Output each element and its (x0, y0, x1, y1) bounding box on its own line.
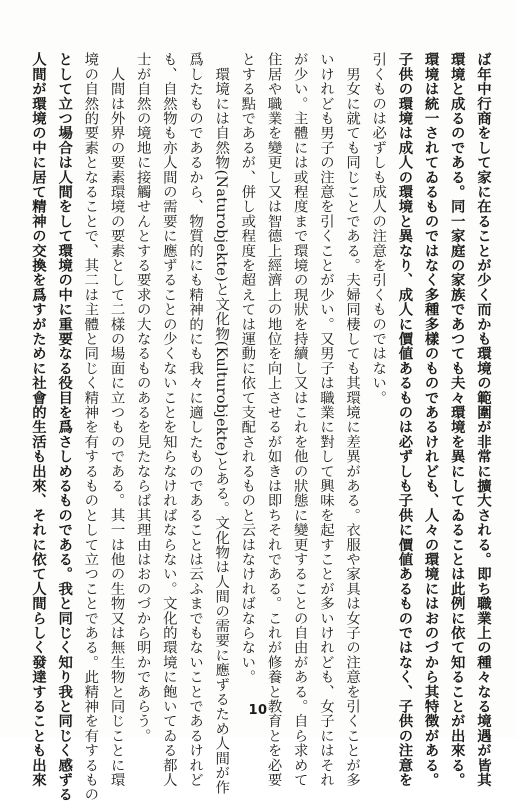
text-column-10: とする點であるが、併し或程度を超えては運動に依て支配されるものと云はなければならない。 (239, 52, 256, 685)
page-number: 10 (248, 703, 268, 718)
text-column-4: 子供の環境は成人の環境と異なり、成人に價値あるものは必ずしも子供に價値あるものではなく、子供の注意を (396, 52, 414, 787)
text-column-17: として立つ場合は人間をして環境の中に重要なる役目を爲さしめるものである。我と同じく知り我と同じく感ずる (56, 52, 74, 802)
text-column-5: 引くものは必ずしも成人の注意を引くものではない。 (370, 52, 387, 405)
text-column-14: 士が自然の境地に接觸せんとする要求の大なるものあるを見たならば其理由はおのづから明かであらう。 (134, 52, 151, 743)
text-column-13: も、自然物も亦人間の需要に應ずることの少くないことを知らなければならない。文化的環境に飽いてゐる都人 (160, 52, 177, 787)
text-column-12: 爲したものであるから、物質的にも精神的にも我々に適したものであることは云ふまでもないことであるけれど (187, 52, 204, 787)
text-column-7: いけれども男子の注意を引くことが少い。又男子は職業に對して興味を起すことが多いけれども、女子にはそれ (317, 52, 334, 787)
text-column-6: 男女に就ても同じことである。夫婦同棲しても其環境に差異がある。衣服や家具は女子の注意を引くことが多 (344, 52, 361, 787)
text-column-18: 人間が環境の中に居て精神の交換を爲すがために社會的生活も出來、それに依て人間らしく發達することも出來 (30, 52, 47, 787)
text-column-16: 境の自然的要素となることで、其二は主體と同じく精神を有するものとして立つことである。此精神を有するもの (82, 52, 99, 802)
text-column-2: 環境と成るのである。同一家庭の家族であつても夫々環境を異にしてゐることは此例に依て知ることが出來る。 (448, 52, 466, 787)
text-column-3: 環境は統一されてゐるものではなく多種多樣のものであるけれども、人々の環境にはおのづから其特徴がある。 (422, 52, 440, 787)
text-column-9: 住居や職業を變更し又は智德上經濟上の地位を向上させるが如きは即ちそれである。これが修養と教育とを必要 (265, 52, 282, 787)
text-column-1: ば年中行商をして家に在ることが少く而かも環境の範圍が非常に擴大される。即ち職業上の種々なる境遇が皆其 (474, 52, 492, 787)
text-column-11: 環境には自然物(Naturobjekte)と文化物(Kulturobjekte)とある。文化物は人間の需要に應ずるため人間が作 (213, 52, 230, 795)
text-column-8: が少い。主體には或程度まで環境の現狀を持續し又はこれを他の狀態に變更することの自由がある。自ら求めて (291, 52, 308, 787)
text-column-15: 人間は外界の要素環境の要素として二樣の場面に立つものである。其一は他の生物又は無生物と同じことに環 (108, 52, 125, 787)
